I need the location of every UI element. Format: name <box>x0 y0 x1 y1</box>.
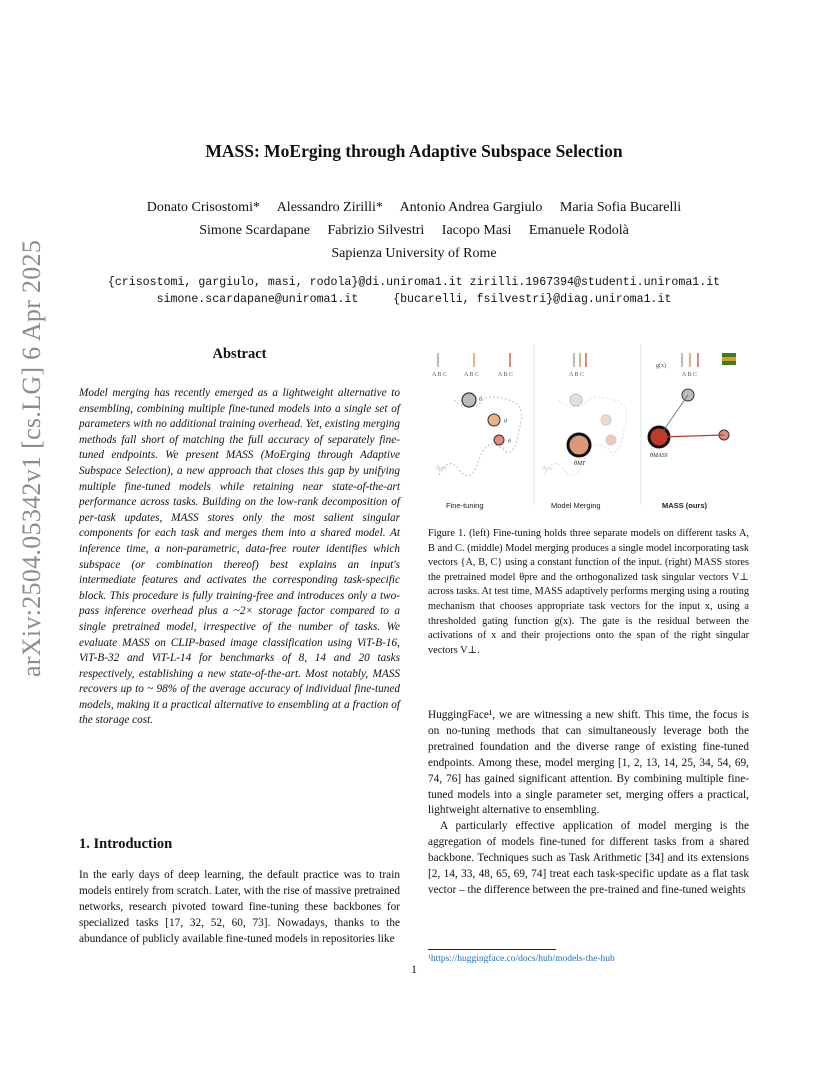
fine-tuning-panel <box>432 353 521 476</box>
svg-text:θpre: θpre <box>542 466 553 472</box>
footnote-rule <box>428 949 556 950</box>
introduction-paragraph: In the early days of deep learning, the default practice was to train models entirely from scratch. Later, with the rise of massive pretrained networks, research pivoted toward fine-tuning these backbones for specialized tasks [17, 32, 52, 60, 73]. Nowadays, thanks to the abundance of publicly available fine-tuned models in repositories like <box>79 869 400 945</box>
right-paragraph-2: A particularly effective application of model merging is the aggregation of models fine-tuned for different tasks from a shared backbone. Techniques such as Task Arithmetic [34] and its extensions [2, 14, 33, 48, 65, 69, 74] treat each task-specific update as a flat task vector – the difference between the pre-trained and fine-tuned weights <box>428 820 749 896</box>
svg-text:A B C: A B C <box>432 372 448 378</box>
page-number: 1 <box>411 962 417 976</box>
panel-label-fine-tuning: Fine-tuning <box>446 501 484 510</box>
paper-title: MASS: MoErging through Adaptive Subspace Selection <box>205 141 623 161</box>
svg-text:A B C: A B C <box>498 372 514 378</box>
svg-text:θMT: θMT <box>574 461 586 467</box>
svg-text:θ: θ <box>504 419 507 425</box>
affiliation: Sapienza University of Rome <box>331 246 497 261</box>
abstract-body: Model merging has recently emerged as a lightweight alternative to ensembling, combining multiple fine-tuned models into a single set of parameters with no additional training overhead. Yet, existing merging methods fall short of matching the full accuracy of separately fine-tuned endpoints. We present MASS (MoErging through Adaptive Subspace Selection), a new approach that closes this gap by unifying multiple fine-tuned models while retaining near state-of-the-art performance across tasks. Building on the low-rank decomposition of per-task updates, MASS stores only the most salient singular components for each task and merges them into a shared model. At inference time, a non-parametric, data-free router identifies which subspace (or combination thereof) best explains an input's intermediate features and activates the corresponding task-specific block. This procedure is fully training-free and introduces only a two-pass inference overhead plus a ~2× storage factor compared to a single pretrained model, irrespective of the number of tasks. We evaluate MASS on CLIP-based image classification using ViT-B-16, ViT-B-32 and ViT-L-14 for benchmarks of 8, 14 and 20 tasks respectively, establishing a new state-of-the-art. Most notably, MASS recovers up to ~ 98% of the average accuracy of individual fine-tuned models, making it a practical alternative to ensembling at a fraction of the storage cost. <box>79 387 400 727</box>
authors-line-1: Donato Crisostomi* Alessandro Zirilli* Antonio Andrea Gargiulo Maria Sofia Bucarelli <box>146 200 682 215</box>
panel-label-model-merging: Model Merging <box>551 501 601 510</box>
svg-text:A B C: A B C <box>464 372 480 378</box>
authors-line-2: Simone Scardapane Fabrizio Silvestri Iacopo Masi Emanuele Rodolà <box>199 223 629 238</box>
svg-text:A B C: A B C <box>569 372 585 378</box>
footnote-link[interactable]: ¹https://huggingface.co/docs/hub/models-the-hub <box>428 954 615 964</box>
svg-text:θ: θ <box>479 397 482 403</box>
section-heading-introduction: 1. Introduction <box>79 836 173 852</box>
svg-text:θ: θ <box>508 439 511 445</box>
right-paragraph-1: HuggingFace¹, we are witnessing a new shift. This time, the focus is on no-tuning methods that can simultaneously leverage both the pretrained foundation and the diverse range of existing fine-tuned endpoints. Among these, model merging [1, 2, 13, 14, 25, 34, 54, 69, 74, 76] has gained significant attention. By combining multiple fine-tuned models into a single parameter set, merging offers a practical, lightweight alternative to ensembling. <box>428 709 749 817</box>
svg-text:θMASS: θMASS <box>650 453 668 459</box>
mass-panel <box>649 353 736 459</box>
svg-text:θpre: θpre <box>436 466 447 472</box>
emails-line-1: {crisostomi, gargiulo, masi, rodola}@di.uniroma1.it zirilli.1967394@studenti.uniroma1.it <box>107 276 721 289</box>
svg-text:g(x): g(x) <box>656 363 666 369</box>
right-column-text <box>428 708 749 899</box>
figure-1-caption: Figure 1. (left) Fine-tuning holds three separate models on different tasks A, B and C. (middle) Model merging produces a single model incorporating task vectors {A, B, C} using a constant function of the input. (right) MASS stores the pretrained model θpre and the orthogonalized task singular vectors V⊥ across tasks. At test time, MASS adaptively performs merging using a routing mechanism that chooses appropriate task vectors for the input x, using a thresholded gating function g(x). The gate is the residual between the activations of x and their projections onto the span of the right singular vectors V⊥. <box>428 528 749 656</box>
panel-label-mass: MASS (ours) <box>662 501 707 510</box>
abstract-heading: Abstract <box>212 346 267 362</box>
svg-text:A B C: A B C <box>682 372 698 378</box>
arxiv-identifier: arXiv:2504.05342v1 [cs.LG] 6 Apr 2025 <box>17 239 46 677</box>
model-merging-panel <box>542 353 626 476</box>
figure-1-diagram <box>424 345 754 515</box>
emails-line-2: simone.scardapane@uniroma1.it {bucarelli, fsilvestri}@diag.uniroma1.it <box>156 293 672 306</box>
